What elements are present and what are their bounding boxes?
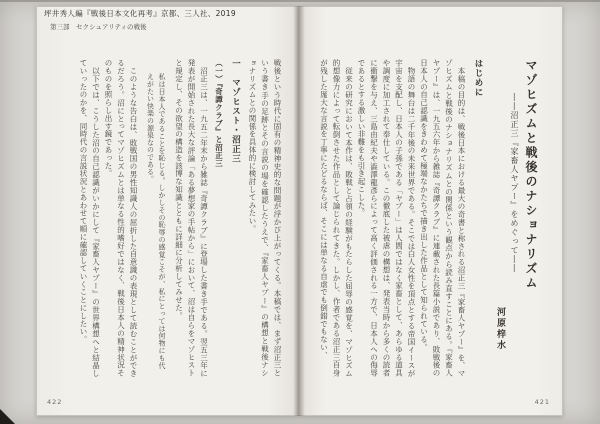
scan-corner-artifact xyxy=(0,409,15,424)
section-heading: 一 マゾヒスト・沼正三 xyxy=(230,59,241,164)
body-paragraph: 沼正三は、一九五二年末から雑誌『奇譚クラブ』に登場した書き手である。翌五三年に発表が開始された長大な評論「ある夢想家の手帖から」において、沼は自らをマゾヒストと規定し、その欲望の構造を該博な知識とともに詳細に分析してみせた。 xyxy=(174,59,209,377)
citation-block xyxy=(44,8,236,31)
right-page xyxy=(299,6,563,416)
body-paragraph-continuation: 戦後という時代に固有の精神史的な問題が浮かび上がってくる。本稿では、まず沼正三という書き手の足跡とその言説の場を確認したうえで、『家畜人ヤプー』の構想と戦後ナショナリズムとの関係を具体的に検討してみたい。 xyxy=(248,59,282,377)
binding-spine-shadow xyxy=(293,6,305,416)
left-page xyxy=(36,6,299,416)
chapter-title: マゾヒズムと戦後のナショナリズム xyxy=(524,59,538,291)
page-number-right: 421 xyxy=(534,398,550,406)
page-number-left: 422 xyxy=(47,398,63,406)
chapter-subtitle: ――沼正三『家畜人ヤプー』をめぐって―― xyxy=(510,93,519,273)
right-page-text xyxy=(313,59,540,377)
body-paragraph: 従来の研究において本作は、敗戦と占領の経験がもたらした屈辱の感覚を、マゾヒズム的想像力によって転倒させた作品として論じられてきた。しかし、作者である沼正三自身が残した厖大な言説を丁寧にたどるならば、そこには単なる自虐でも倒錯でもない、 xyxy=(319,59,354,377)
series-label: 第三部 セクシュアリティの戦後 xyxy=(50,23,147,31)
body-paragraph: 本稿の目的は、戦後日本における最大の奇書と称される沼正三『家畜人ヤプー』を、マゾヒズムと戦後のナショナリズムとの関係という観点から読み直すことにある。『家畜人ヤプー』は、一九五六年から雑誌『奇譚クラブ』に連載された長篇小説であり、敗戦後の日本人の自己認識をきわめて極端なかたちで描き出した作品として知られている。 xyxy=(419,59,466,377)
body-paragraph: 以下では、こうした沼の自己認識がいかにして『家畜人ヤプー』の世界構想へと結晶していったのかを、同時代の言説状況とあわせて順に確認していくことにしたい。 xyxy=(79,59,101,377)
body-paragraph: 物語の舞台は二千年後の未来世界である。そこでは白人女性を頂点とする帝国イースが宇宙を支配し、日本人の子孫である「ヤプー」は人間ではなく家畜として、あらゆる道具や調度に加工されて奉仕している。この徹底した被虐の構想は、発表当時から多くの読者に衝撃を与え、三島由紀夫や澁澤龍彥らによって高く評価される一方で、日本人への侮辱であるとする激しい非難をも引き起こした。 xyxy=(357,59,416,377)
scan-edge-artifact xyxy=(0,0,600,2)
block-quote: 私は日本人であることを恥じる。しかしその恥辱の感覚こそが、私にとっては何物にも代えがたい快楽の源泉なのである。 xyxy=(146,73,166,369)
citation-line: 坪井秀人編『戦後日本文化再考』京都、三人社、2019 xyxy=(44,9,236,18)
author-name: 河原梓水 xyxy=(495,307,505,351)
left-page-text xyxy=(53,59,283,377)
section-heading-hajimeni: はじめに xyxy=(473,59,483,97)
body-paragraph: このような告白は、敗戦国の男性知識人の屈折した自意識の表現として読むことができるだろう。沼にとってマゾヒズムとは単なる性的嗜好ではなく、戦後日本人の精神状況そのものを照らし出す鏡であった。 xyxy=(104,59,138,377)
subsection-heading: （一）『奇譚クラブ』と沼正三 xyxy=(214,59,224,168)
